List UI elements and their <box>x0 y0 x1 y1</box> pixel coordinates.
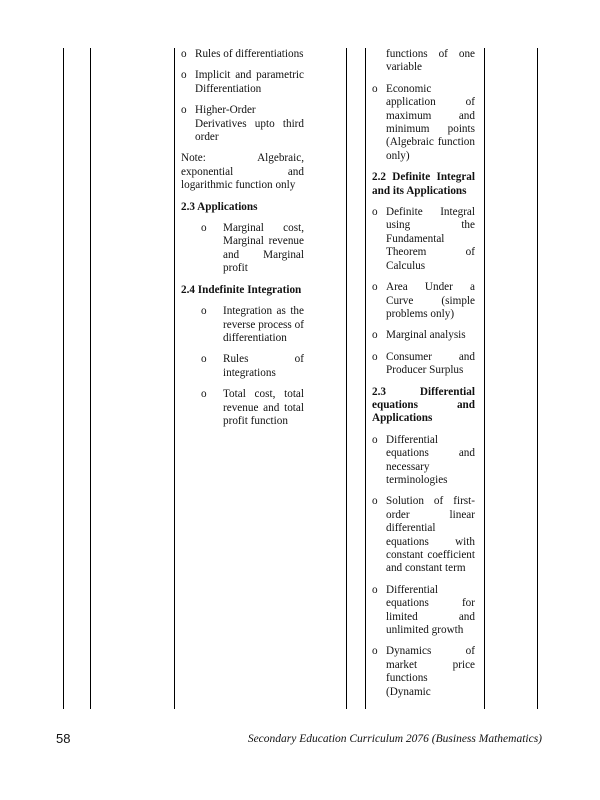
list-item: o Marginal cost, Marginal revenue and Marginal profit <box>201 222 304 275</box>
list-item: o Rules of differentiations <box>181 48 304 60</box>
bullet-icon: o <box>372 281 378 294</box>
list-item: o Rules of integrations <box>201 353 304 379</box>
note-text: Note: Algebraic, exponential and logarithmic function only <box>181 152 304 192</box>
content-column-left <box>181 48 304 436</box>
list-item: o Higher-Order Derivatives upto third order <box>181 104 304 144</box>
section-heading-definite-integral: 2.2 Definite Integral and its Applications <box>372 171 475 197</box>
list-item: o Economic application of maximum and minimum points (Algebraic function only) <box>372 82 475 162</box>
section-heading-differential-equations: 2.3 Differential equations and Applications <box>372 385 475 425</box>
bullet-icon: o <box>372 645 378 658</box>
table-divider-2 <box>174 48 175 709</box>
bullet-icon: o <box>181 48 187 60</box>
list-item: o Area Under a Curve (simple problems only) <box>372 281 475 320</box>
list-item: o Implicit and parametric Differentiation <box>181 69 304 95</box>
content-column-right <box>372 48 475 707</box>
list-item: o Integration as the reverse process of differentiation <box>201 305 304 344</box>
list-item: o Differential equations for limited and unlimited growth <box>372 583 475 637</box>
section-heading-applications: 2.3 Applications <box>181 200 258 213</box>
bullet-icon: o <box>181 69 187 82</box>
table-divider-4 <box>365 48 366 709</box>
table-border-right <box>537 48 538 709</box>
table-divider-3 <box>346 48 347 709</box>
list-item: o Dynamics of market price functions (Dynamic <box>372 645 475 698</box>
list-item-continued: functions of one variable <box>386 48 475 74</box>
section-heading-indefinite-integration: 2.4 Indefinite Integration <box>181 283 302 296</box>
bullet-icon: o <box>372 495 378 508</box>
list-item: o Solution of first-order linear differential equations with constant coefficient and constant term <box>372 495 475 575</box>
bullet-icon: o <box>372 350 378 363</box>
list-item: o Consumer and Producer Surplus <box>372 350 475 377</box>
bullet-icon: o <box>372 433 378 446</box>
table-divider-5 <box>484 48 485 709</box>
list-item: o Marginal analysis <box>372 329 466 342</box>
page-number: 58 <box>56 731 71 746</box>
bullet-icon: o <box>372 206 378 219</box>
bullet-icon: o <box>372 583 378 596</box>
table-divider-1 <box>90 48 91 709</box>
bullet-icon: o <box>201 388 207 401</box>
running-footer-title: Secondary Education Curriculum 2076 (Business Mathematics) <box>247 733 542 745</box>
list-item: o Total cost, total revenue and total profit function <box>201 388 304 427</box>
bullet-icon: o <box>201 353 207 366</box>
list-item: o Differential equations and necessary terminologies <box>372 433 475 486</box>
list-item: o Definite Integral using the Fundamental Theorem of Calculus <box>372 206 475 272</box>
bullet-icon: o <box>201 222 207 235</box>
bullet-icon: o <box>372 82 378 95</box>
bullet-icon: o <box>181 104 187 117</box>
bullet-icon: o <box>201 305 207 318</box>
table-border-left <box>63 48 64 709</box>
bullet-icon: o <box>372 329 378 342</box>
